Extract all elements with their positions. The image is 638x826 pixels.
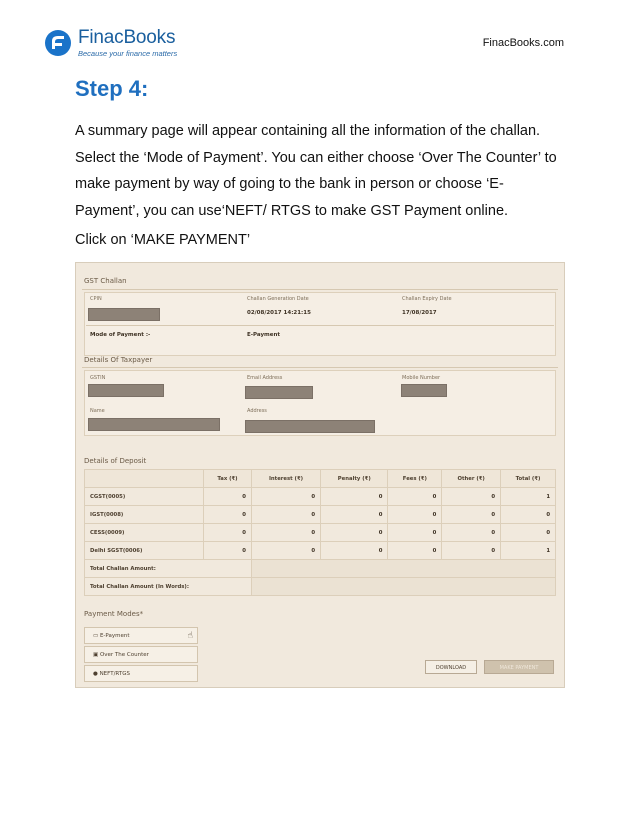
cell: 1 xyxy=(501,488,556,506)
name-redacted xyxy=(88,418,220,431)
address-label: Address xyxy=(247,408,267,414)
total-amount-cell xyxy=(251,560,555,578)
table-row xyxy=(85,560,556,578)
table-row xyxy=(85,578,556,596)
deposit-table xyxy=(84,469,556,596)
cell: 0 xyxy=(442,542,501,560)
email-redacted xyxy=(245,386,313,399)
step-title: Step 4: xyxy=(75,76,149,101)
cell: 0 xyxy=(204,524,252,542)
mode-label: NEFT/RTGS xyxy=(99,671,130,677)
row-name: CGST(0005) xyxy=(85,488,204,506)
cell: 0 xyxy=(321,542,388,560)
email-label: Email Address xyxy=(247,375,283,381)
cell: 0 xyxy=(442,506,501,524)
cell: 0 xyxy=(388,488,442,506)
finacbooks-logo-icon xyxy=(44,29,72,57)
site-url[interactable]: FinacBooks.com xyxy=(482,37,564,49)
instruction-paragraph xyxy=(75,118,575,224)
mode-label: Mode of Payment :- xyxy=(90,332,151,338)
row-name: IGST(0008) xyxy=(85,506,204,524)
brand-name: FinacBooks xyxy=(78,27,176,48)
cell: 0 xyxy=(442,524,501,542)
mode-label: E-Payment xyxy=(99,633,130,639)
cell: 0 xyxy=(251,524,320,542)
cell: 0 xyxy=(442,488,501,506)
column-header xyxy=(85,470,204,488)
cell: 0 xyxy=(204,506,252,524)
mode-over-the-counter[interactable] xyxy=(84,646,198,663)
gen-date-value: 02/08/2017 14:21:15 xyxy=(247,310,311,316)
gstin-label: GSTIN xyxy=(90,375,106,381)
cell: 0 xyxy=(251,506,320,524)
cell: 0 xyxy=(501,506,556,524)
cell: 0 xyxy=(321,506,388,524)
expiry-value: 17/08/2017 xyxy=(402,310,437,316)
column-header: Tax (₹) xyxy=(204,470,252,488)
challan-summary-box xyxy=(84,292,556,356)
cell: 0 xyxy=(251,488,320,506)
deposit-title: Details of Deposit xyxy=(84,457,147,465)
brand-tagline: Because your finance matters xyxy=(78,49,178,58)
cell: 0 xyxy=(204,542,252,560)
table-row xyxy=(85,506,556,524)
paragraph-line: make payment by way of going to the bank in person or choose ‘E- xyxy=(75,176,504,192)
cell: 0 xyxy=(388,542,442,560)
row-name: CESS(0009) xyxy=(85,524,204,542)
challan-title: GST Challan xyxy=(84,277,127,285)
paragraph-line: Payment’, you can use‘NEFT/ RTGS to make GST Payment online. xyxy=(75,202,509,219)
gen-date-label: Challan Generation Date xyxy=(247,296,309,302)
brand-logo xyxy=(44,28,177,58)
divider xyxy=(86,325,554,326)
table-row xyxy=(85,524,556,542)
cpin-label: CPIN xyxy=(90,296,102,302)
table-row xyxy=(85,542,556,560)
cell: 0 xyxy=(321,524,388,542)
download-button[interactable]: DOWNLOAD xyxy=(425,660,477,674)
name-label: Name xyxy=(90,408,105,414)
total-words-cell xyxy=(251,578,555,596)
total-words-label: Total Challan Amount (In Words): xyxy=(85,578,252,596)
mode-neft-rtgs[interactable] xyxy=(84,665,198,682)
gstin-redacted xyxy=(88,384,164,397)
table-header-row xyxy=(85,470,556,488)
table-row xyxy=(85,488,556,506)
column-header: Total (₹) xyxy=(501,470,556,488)
paragraph-line: Select the ‘Mode of Payment’. You can either choose ‘Over The Counter’ to xyxy=(75,149,557,166)
gst-challan-screenshot xyxy=(75,262,565,688)
cell: 0 xyxy=(501,524,556,542)
column-header: Penalty (₹) xyxy=(321,470,388,488)
payment-modes-title: Payment Modes* xyxy=(84,610,144,618)
column-header: Interest (₹) xyxy=(251,470,320,488)
row-name: Delhi SGST(0006) xyxy=(85,542,204,560)
counter-icon: ▣ xyxy=(93,652,100,658)
divider xyxy=(82,367,558,368)
mode-e-payment[interactable] xyxy=(84,627,198,644)
globe-icon: ● xyxy=(93,671,100,677)
make-payment-button[interactable]: MAKE PAYMENT xyxy=(484,660,554,674)
expiry-label: Challan Expiry Date xyxy=(402,296,452,302)
paragraph-line: A summary page will appear containing all the information of the challan. xyxy=(75,123,541,139)
divider xyxy=(82,289,558,290)
mobile-redacted xyxy=(401,384,447,397)
card-icon: ▭ xyxy=(93,633,100,639)
taxpayer-title: Details Of Taxpayer xyxy=(84,356,153,364)
mobile-label: Mobile Number xyxy=(402,375,441,381)
cpin-redacted xyxy=(88,308,160,321)
cell: 0 xyxy=(251,542,320,560)
mode-value: E-Payment xyxy=(247,332,281,338)
cell: 0 xyxy=(388,506,442,524)
total-amount-label: Total Challan Amount: xyxy=(85,560,252,578)
hand-cursor-icon: ☝ xyxy=(187,631,193,641)
address-redacted xyxy=(245,420,375,433)
click-instruction: Click on ‘MAKE PAYMENT’ xyxy=(75,232,251,248)
cell: 1 xyxy=(501,542,556,560)
column-header: Other (₹) xyxy=(442,470,501,488)
column-header: Fees (₹) xyxy=(388,470,442,488)
cell: 0 xyxy=(321,488,388,506)
cell: 0 xyxy=(388,524,442,542)
mode-label: Over The Counter xyxy=(99,652,149,658)
cell: 0 xyxy=(204,488,252,506)
